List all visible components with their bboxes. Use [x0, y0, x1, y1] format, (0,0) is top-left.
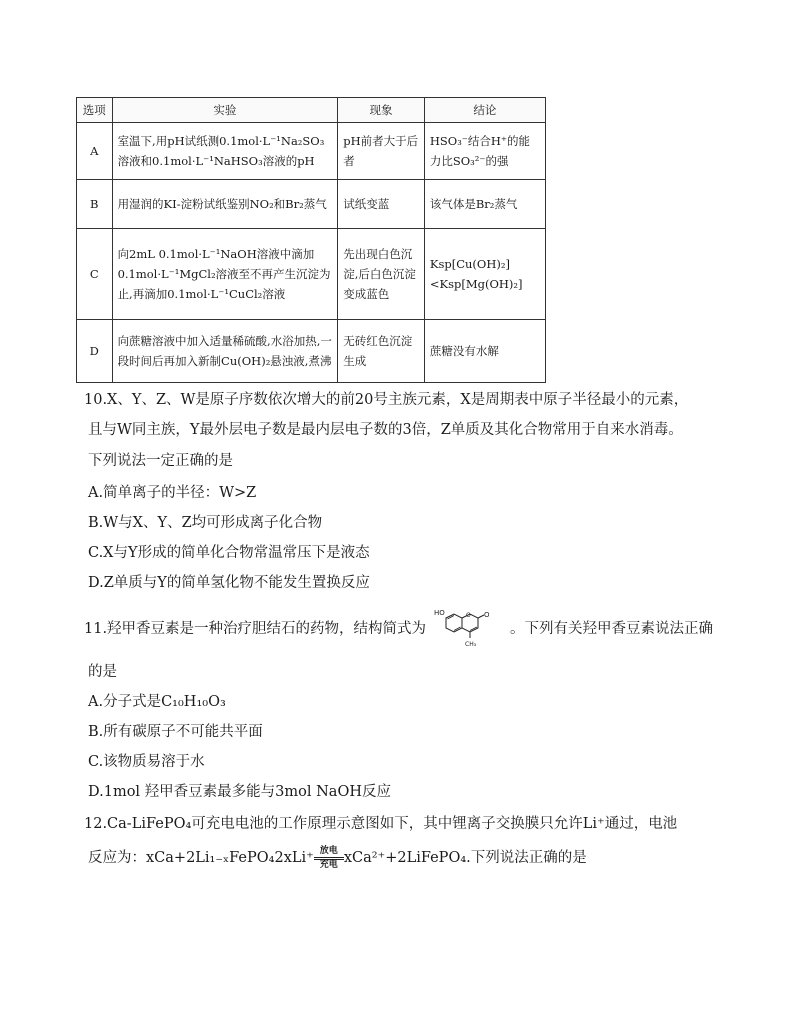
q11-option-a: A.分子式是C₁₀H₁₀O₃ [88, 694, 226, 710]
cell-phenomenon: 无砖红色沉淀生成 [338, 320, 425, 383]
hymecromone-structure-image [432, 606, 504, 648]
reversible-arrow-icon [314, 846, 344, 870]
q11-option-c: C.该物质易溶于水 [88, 754, 205, 770]
cell-option: A [77, 123, 113, 180]
structure-label-keto-o: O [484, 611, 490, 619]
arrow-label-discharge: 放电 [319, 846, 338, 856]
q11-line-2: 的是 [88, 664, 117, 680]
cell-experiment: 向蔗糖溶液中加入适量稀硫酸,水浴加热,一段时间后再加入新制Cu(OH)₂悬浊液,煮沸 [112, 320, 338, 383]
cell-conclusion: HSO₃⁻结合H⁺的能力比SO₃²⁻的强 [424, 123, 545, 180]
cell-conclusion: Ksp[Cu(OH)₂]<Ksp[Mg(OH)₂] [424, 229, 545, 320]
header-experiment: 实验 [112, 98, 338, 123]
cell-option: D [77, 320, 113, 383]
q10-line-2: 且与W同主族，Y最外层电子数是最内层电子数的3倍，Z单质及其化合物常用于自来水消毒。 [88, 422, 683, 438]
cell-experiment: 用湿润的KI-淀粉试纸鉴别NO₂和Br₂蒸气 [112, 180, 338, 229]
q12-reaction-right: xCa²⁺+2LiFePO₄.下列说法正确的是 [343, 850, 587, 866]
header-option: 选项 [77, 98, 113, 123]
q10-option-b: B.W与X、Y、Z均可形成离子化合物 [88, 515, 323, 531]
q10-line-3: 下列说法一定正确的是 [88, 453, 233, 469]
q10-option-c: C.X与Y形成的简单化合物常温常压下是液态 [88, 545, 370, 561]
q12-line-2 [88, 846, 587, 870]
q11-line-1b: 。下列有关羟甲香豆素说法正确 [510, 621, 713, 637]
structure-label-oh: HO [434, 609, 445, 617]
table-row [77, 123, 546, 180]
cell-option: C [77, 229, 113, 320]
q11-line-1a: 11.羟甲香豆素是一种治疗胆结石的药物，结构简式为 [84, 621, 427, 637]
table-row [77, 229, 546, 320]
header-phenomenon: 现象 [338, 98, 425, 123]
arrow-label-charge: 充电 [319, 860, 338, 870]
header-conclusion: 结论 [424, 98, 545, 123]
cell-conclusion: 蔗糖没有水解 [424, 320, 545, 383]
table-header-row [77, 98, 546, 123]
experiment-table [76, 97, 546, 383]
cell-conclusion: 该气体是Br₂蒸气 [424, 180, 545, 229]
structure-label-ring-o: O [466, 612, 471, 619]
q11-option-b: B.所有碳原子不可能共平面 [88, 724, 263, 740]
cell-phenomenon: 先出现白色沉淀,后白色沉淀变成蓝色 [338, 229, 425, 320]
cell-experiment: 向2mL 0.1mol·L⁻¹NaOH溶液中滴加0.1mol·L⁻¹MgCl₂溶液至不再产生沉淀为止,再滴加0.1mol·L⁻¹CuCl₂溶液 [112, 229, 338, 320]
table-row [77, 320, 546, 383]
q10-line-1: 10.X、Y、Z、W是原子序数依次增大的前20号主族元素，X是周期表中原子半径最小的元素， [84, 392, 689, 408]
cell-phenomenon: 试纸变蓝 [338, 180, 425, 229]
cell-experiment: 室温下,用pH试纸测0.1mol·L⁻¹Na₂SO₃溶液和0.1mol·L⁻¹NaHSO₃溶液的pH [112, 123, 338, 180]
structure-label-ch3: CH₃ [465, 641, 477, 648]
q12-reaction-left: 反应为：xCa+2Li₁₋ₓFePO₄2xLi⁺ [88, 850, 314, 866]
q10-option-a: A.简单离子的半径：W>Z [88, 485, 257, 501]
cell-phenomenon: pH前者大于后者 [338, 123, 425, 180]
cell-option: B [77, 180, 113, 229]
q11-option-d: D.1mol 羟甲香豆素最多能与3mol NaOH反应 [88, 784, 391, 800]
q12-line-1: 12.Ca-LiFePO₄可充电电池的工作原理示意图如下，其中锂离子交换膜只允许Li⁺通过，电池 [84, 816, 678, 832]
q10-option-d: D.Z单质与Y的简单氢化物不能发生置换反应 [88, 575, 370, 591]
table-row [77, 180, 546, 229]
